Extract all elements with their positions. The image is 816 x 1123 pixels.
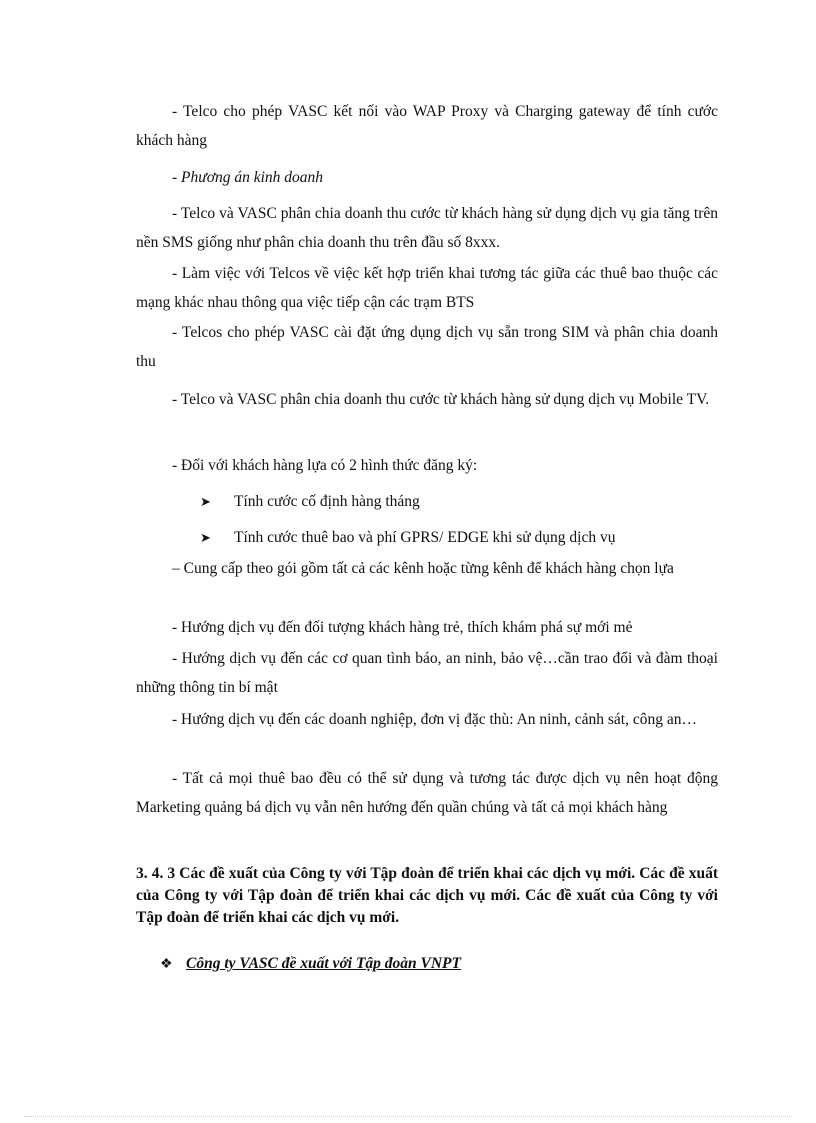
subsection-heading [160,952,461,977]
paragraph [136,199,718,257]
diamond-bullet-icon: ❖ [160,957,173,972]
paragraph [136,97,718,155]
paragraph [136,554,718,583]
paragraph-text: - Telco và VASC phân chia doanh thu cước từ khách hàng sử dụng dịch vụ gia tăng trên nền SMS giống như phân chia doanh thu trên đầu số 8xxx. [136,205,718,251]
arrow-bullet-icon: ➤ [200,530,211,545]
paragraph-text: - Phương án kinh doanh [172,169,324,186]
paragraph-text: - Tất cả mọi thuê bao đều có thể sử dụng và tương tác được dịch vụ nên hoạt động Marketing quảng bá dịch vụ vẫn nên hướng đến quần chúng và tất cả mọi khách hàng [136,770,718,816]
paragraph-text: - Telco cho phép VASC kết nối vào WAP Proxy và Charging gateway để tính cước khách hàng [136,103,718,149]
paragraph-text: - Làm việc với Telcos về việc kết hợp triển khai tương tác giữa các thuê bao thuộc các mạng khác nhau thông qua việc tiếp cận các trạm BTS [136,265,718,311]
section-heading: 3. 4. 3 Các đề xuất của Công ty với Tập đoàn để triển khai các dịch vụ mới. Các đề xuất của Công ty với Tập đoàn để triển khai các dịch vụ mới. Các đề xuất của Công ty với Tập đoàn để triển khai các dịch vụ mới. [136,865,718,926]
arrow-bullet-icon: ➤ [200,494,211,509]
paragraph-text: - Telcos cho phép VASC cài đặt ứng dụng dịch vụ sẵn trong SIM và phân chia doanh thu [136,324,718,370]
paragraph [136,705,718,734]
subsection-heading-text: Công ty VASC đề xuất với Tập đoàn VNPT [186,955,461,972]
paragraph [136,259,718,317]
paragraph-text: - Telco và VASC phân chia doanh thu cước từ khách hàng sử dụng dịch vụ Mobile TV. [172,391,710,408]
list-item [200,523,615,552]
paragraph [136,613,718,642]
paragraph [136,764,718,822]
paragraph-text: - Hướng dịch vụ đến các doanh nghiệp, đơn vị đặc thù: An ninh, cảnh sát, công an… [172,711,697,728]
paragraph-text: - Hướng dịch vụ đến các cơ quan tình báo, an ninh, bảo vệ…cần trao đổi và đàm thoại những thông tin bí mật [136,650,718,696]
list-item [200,487,420,516]
paragraph-text: - Đối với khách hàng lựa có 2 hình thức đăng ký: [172,457,478,474]
paragraph [136,318,718,376]
paragraph-text: - Hướng dịch vụ đến đối tượng khách hàng trẻ, thích khám phá sự mới mẻ [172,619,633,636]
paragraph [136,451,718,480]
paragraph [136,644,718,702]
page-bottom-border [24,1116,792,1117]
list-item-text: Tính cước thuê bao và phí GPRS/ EDGE khi sử dụng dịch vụ [234,529,616,546]
list-item-text: Tính cước cố định hàng tháng [234,493,420,510]
paragraph [136,385,718,414]
paragraph-text: – Cung cấp theo gói gồm tất cả các kênh hoặc từng kênh để khách hàng chọn lựa [172,560,674,577]
paragraph [136,163,718,192]
